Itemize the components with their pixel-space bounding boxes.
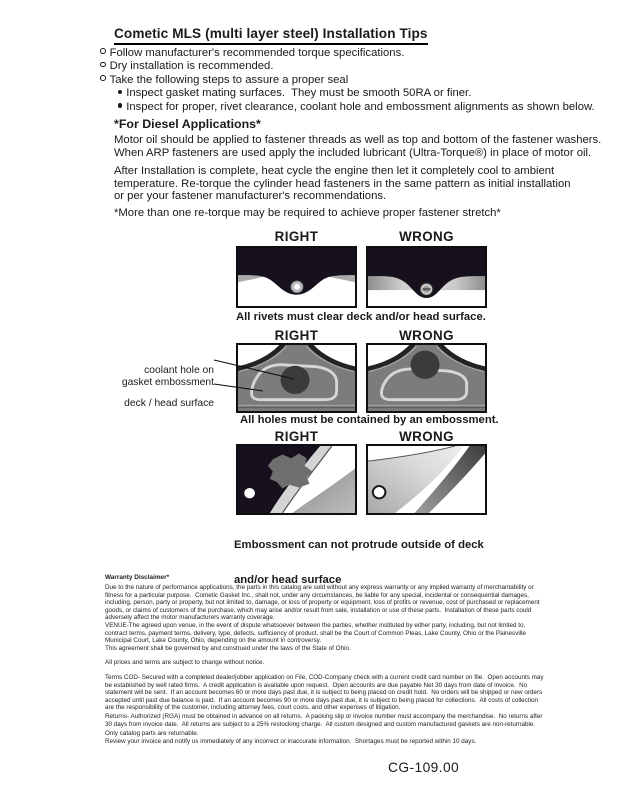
row2-caption: All holes must be contained by an embossment. bbox=[240, 414, 499, 426]
figure-row3-right-panel bbox=[236, 444, 357, 515]
rivet-wrong-diagram bbox=[368, 248, 485, 306]
legal-line: 30 days from invoice date. All returns are subject to a 25% restocking charge. All custom designed and custom manufactured gaskets are non-returnable. bbox=[105, 720, 536, 728]
legal-line: statement will be sent. If an account becomes 60 or more days past due, it is subject to being placed on credit hold. No orders will be shipped or new orders bbox=[105, 689, 543, 697]
filled-bullet-icon bbox=[118, 90, 122, 94]
legal-paragraph-2 bbox=[105, 622, 526, 652]
legal-line: All prices and terms are subject to change without notice. bbox=[105, 659, 265, 666]
figure-row2-wrong-panel bbox=[366, 343, 487, 413]
legal-line: Terms COD- Secured with a completed dealer/jobber application on File, COD-Company check with a current credit card number on file. Open accounts may bbox=[105, 674, 544, 681]
row1-right-header: RIGHT bbox=[274, 229, 319, 244]
legal-paragraph-6 bbox=[105, 730, 476, 745]
caption-line: and/or head surface bbox=[234, 573, 342, 586]
gasket-embossment-label: gasket embossment bbox=[121, 377, 214, 388]
caption-line: Embossment can not protrude outside of deck bbox=[234, 538, 484, 551]
legal-line: This agreement shall be governed by and construed under the laws of the State of Ohio. bbox=[105, 644, 351, 652]
label-line: deck / head surface bbox=[124, 398, 214, 409]
bullet-item bbox=[100, 47, 404, 60]
legal-line: Due to the nature of performance applications, the parts in this catalog are sold without any express warranty or any implied warranty of merchantability or bbox=[105, 584, 534, 591]
legal-line: adversely affect the motor manufacturers warranty coverage. bbox=[105, 614, 275, 622]
label-leader-lines bbox=[200, 348, 310, 398]
legal-line: be established by well rated firms. A credit application is available upon request. Open accounts are due payable Net 30 days from date of invoice. No bbox=[105, 681, 528, 689]
sub-bullet-item bbox=[118, 101, 595, 114]
legal-line: Municipal Court, Lake County, Ohio, depending on the amount in controversy. bbox=[105, 637, 322, 645]
legal-line: fitness for a particular purpose. Cometic Gasket Inc., shall not, under any circumstances, be liable for any special, incidental or consequential damages, bbox=[105, 591, 529, 599]
filled-bullet-icon bbox=[118, 103, 122, 107]
legal-line: Only catalog parts are returnable. bbox=[105, 730, 199, 737]
bullet-text: Take the following steps to assure a proper seal bbox=[109, 73, 349, 86]
legal-line: are the responsibility of the customer, including attorney fees, court costs, and other expenses of litigation. bbox=[105, 704, 401, 712]
rivet-right-diagram bbox=[238, 248, 355, 306]
paragraph-line: Motor oil should be applied to fastener threads as well as top and bottom of the fastener washers. bbox=[114, 134, 602, 146]
row2-wrong-header: WRONG bbox=[399, 328, 454, 343]
bullet-text: Inspect gasket mating surfaces. They must be smooth 50RA or finer. bbox=[126, 87, 472, 100]
paragraph-line: After Installation is complete, heat cycle the engine then let it completely cool to ambient bbox=[114, 165, 555, 177]
legal-line: Review your invoice and notify us immediately of any incorrect or inaccurate information. Shortages must be reported within 10 days. bbox=[105, 737, 477, 745]
warranty-disclaimer-heading: Warranty Disclaimer* bbox=[105, 574, 170, 581]
paragraph-line: *More than one re-torque may be required to achieve proper fastener stretch* bbox=[114, 207, 501, 219]
row1-wrong-header: WRONG bbox=[399, 229, 454, 244]
diesel-paragraph-2 bbox=[114, 165, 571, 203]
legal-paragraph-5 bbox=[105, 713, 543, 728]
legal-paragraph-1 bbox=[105, 584, 540, 622]
legal-line: Returns- Authorized (RGA) must be obtained in advance on all returns. A packing slip or invoice number must accompany the merchandise. No returns after bbox=[105, 713, 543, 720]
legal-line: including, person, party or property, but not limited to, damage, or loss of property or equipment, loss of profits or revenue, cost of purchased or replacement bbox=[105, 599, 540, 607]
legal-line: goods, or claims of customers of the purchase, which may arise and/or result from sale, installation or use of these parts. Installation of these parts could bbox=[105, 606, 532, 614]
bullet-item bbox=[100, 60, 273, 73]
legal-line: VENUE-The agreed upon venue, in the event of dispute whatsoever between the parties, whether instituted by either party, including, but not limited to, bbox=[105, 622, 526, 629]
paragraph-line: temperature. Re-torque the cylinder head fasteners in the same pattern as initial installation bbox=[114, 177, 571, 190]
row2-right-header: RIGHT bbox=[274, 328, 319, 343]
coolant-hole-icon bbox=[411, 351, 440, 379]
edge-wrong-diagram bbox=[368, 446, 485, 513]
coolant-wrong-diagram bbox=[368, 345, 485, 411]
paragraph-line: or per your fastener manufacturer's recommendations. bbox=[114, 190, 387, 203]
figure-row1-right-panel bbox=[236, 246, 357, 308]
row3-right-header: RIGHT bbox=[274, 429, 319, 444]
edge-right-diagram bbox=[238, 446, 355, 513]
legal-line: accepted until past due balance is paid. If an account becomes 90 or more days past due, it is subject to being placed for collections. All costs of collection bbox=[105, 696, 538, 704]
row1-caption: All rivets must clear deck and/or head surface. bbox=[236, 311, 486, 323]
open-bullet-icon bbox=[100, 75, 106, 81]
legal-paragraph-4 bbox=[105, 674, 544, 712]
figure-row1-wrong-panel bbox=[366, 246, 487, 308]
diesel-section-heading: *For Diesel Applications* bbox=[114, 117, 261, 131]
bullet-text: Inspect for proper, rivet clearance, coolant hole and embossment alignments as shown below. bbox=[126, 100, 595, 113]
paragraph-line: When ARP fasteners are used apply the included lubricant (Ultra-Torque®) in place of motor oil. bbox=[114, 146, 592, 159]
bullet-text: Follow manufacturer's recommended torque specifications. bbox=[109, 47, 405, 59]
legal-paragraph-3 bbox=[105, 659, 264, 667]
figure-row3-wrong-panel bbox=[366, 444, 487, 515]
row3-wrong-header: WRONG bbox=[399, 429, 454, 444]
sub-bullet-item bbox=[118, 87, 471, 100]
open-bullet-icon bbox=[100, 62, 106, 68]
bullet-item bbox=[100, 74, 348, 87]
bolt-hole-icon bbox=[244, 488, 255, 498]
bolt-hole-icon bbox=[373, 486, 386, 498]
diesel-note bbox=[114, 207, 501, 220]
label-line: coolant hole on bbox=[144, 365, 214, 376]
page-code: CG-109.00 bbox=[388, 760, 460, 775]
legal-line: contract terms, payment terms, delivery, type, defects, sufficiency of product, shall be the Court of Common Pleas, Lake County, Ohio or the Painesville bbox=[105, 629, 527, 637]
page-title: Cometic MLS (multi layer steel) Installation Tips bbox=[114, 26, 428, 45]
diesel-paragraph-1 bbox=[114, 134, 601, 159]
open-bullet-icon bbox=[100, 48, 106, 54]
bullet-text: Dry installation is recommended. bbox=[109, 60, 274, 73]
